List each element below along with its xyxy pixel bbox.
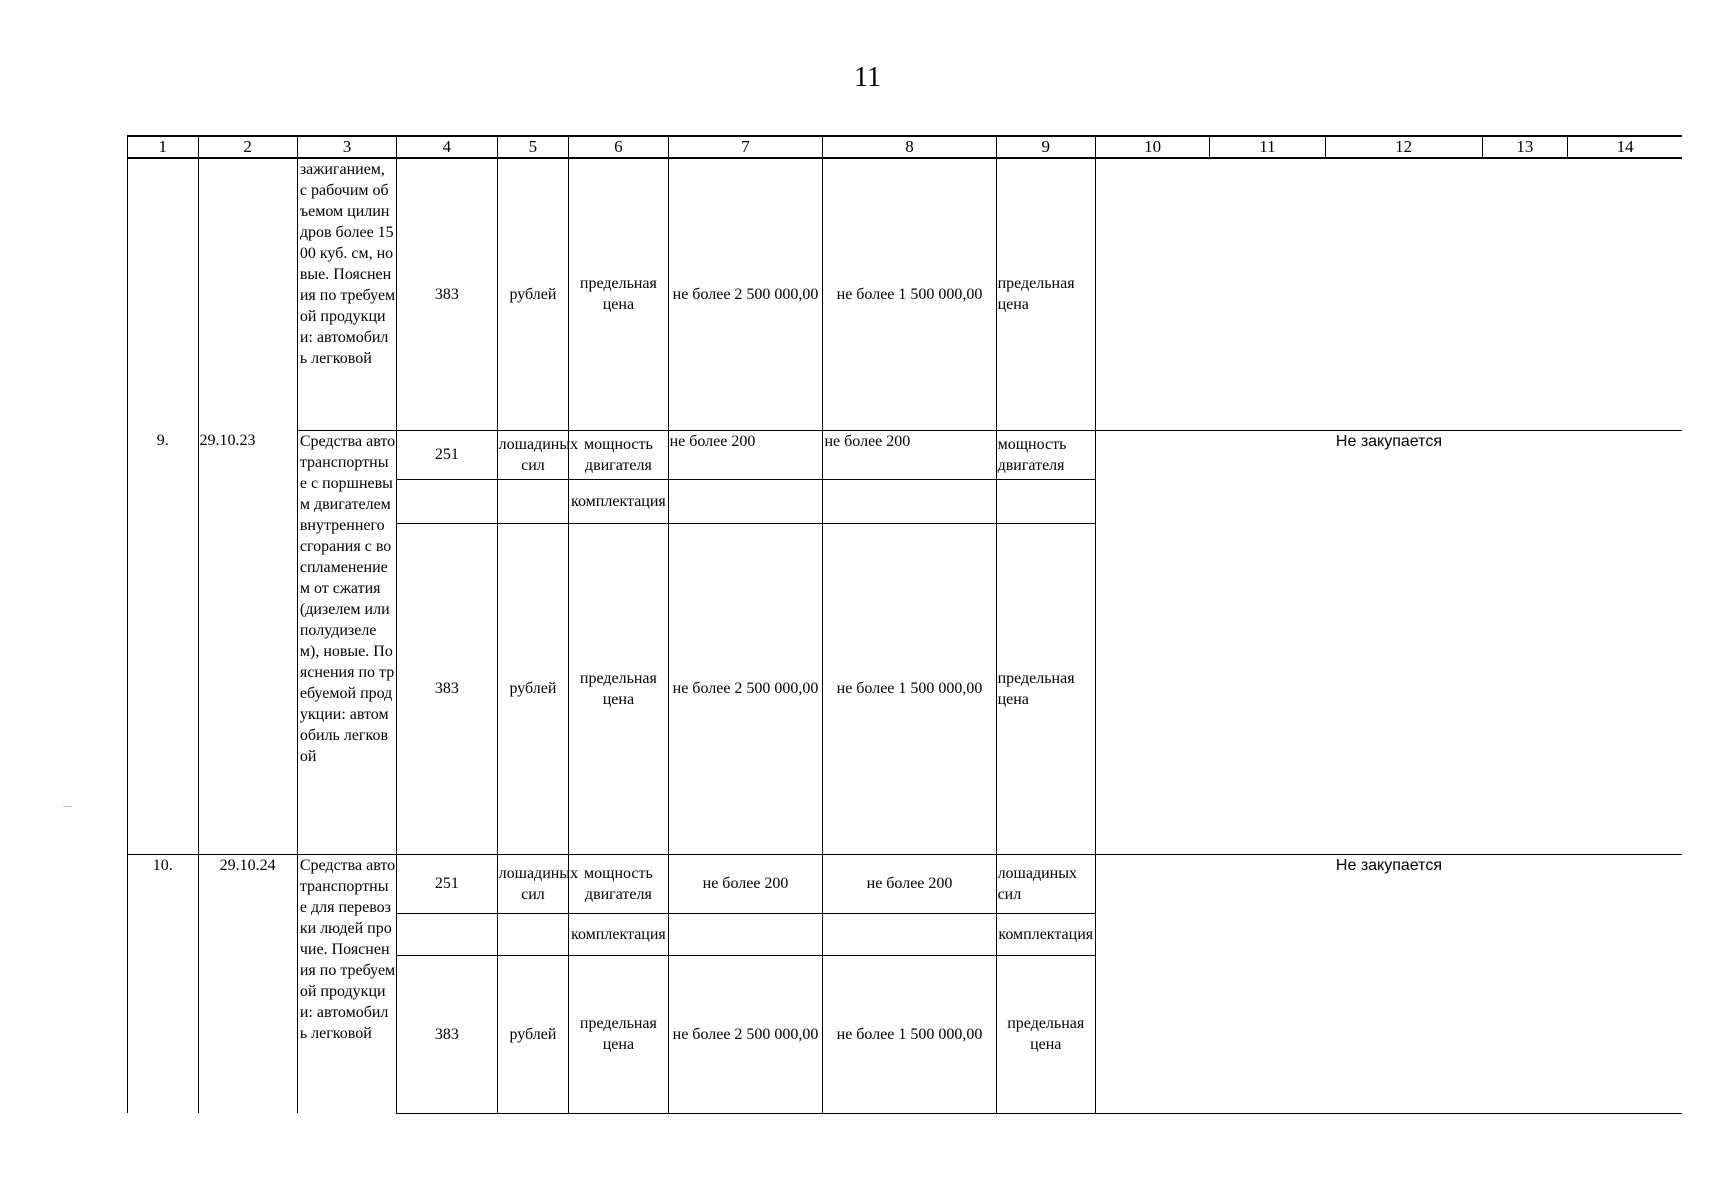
- row10-num: 10.: [128, 854, 199, 1113]
- row10-power-char-9: лошадиных сил: [996, 854, 1095, 913]
- header-col-1: 1: [128, 136, 199, 158]
- row10-power-value-b: не более 200: [823, 854, 996, 913]
- header-col-9: 9: [996, 136, 1095, 158]
- header-col-5: 5: [497, 136, 569, 158]
- row10-equipment-char-9: комплектация: [996, 913, 1095, 955]
- row10-price-unit: рублей: [497, 955, 569, 1113]
- row8-value-b: не более 1 500 000,00: [823, 158, 996, 430]
- row9-equipment-unit: [497, 479, 569, 523]
- row10-power-unit: лошадиных сил: [497, 854, 569, 913]
- procurement-table: [127, 135, 1682, 1114]
- table-row: [128, 854, 1683, 913]
- row10-equipment-value-a: [668, 913, 823, 955]
- row9-price-unit: рублей: [497, 523, 569, 854]
- row9-power-characteristic: мощность двигателя: [569, 430, 668, 479]
- table-row: [128, 430, 1683, 479]
- row9-power-unit: лошадиных сил: [497, 430, 569, 479]
- row8-unit: рублей: [497, 158, 569, 430]
- row8-char-9: предельная цена: [996, 158, 1095, 430]
- row10-price-char-9: предельная цена: [996, 955, 1095, 1113]
- row10-price-value-b: не более 1 500 000,00: [823, 955, 996, 1113]
- procurement-table-sheet: [127, 135, 1682, 1114]
- header-col-2: 2: [198, 136, 297, 158]
- row10-equipment-characteristic: комплектация: [569, 913, 668, 955]
- header-col-11: 11: [1210, 136, 1325, 158]
- row8-code: 383: [397, 158, 497, 430]
- header-col-8: 8: [823, 136, 996, 158]
- row10-power-value-a: не более 200: [668, 854, 823, 913]
- row8-num-cell: [128, 158, 199, 430]
- row9-power-code: 251: [397, 430, 497, 479]
- header-col-3: 3: [297, 136, 396, 158]
- margin-mark: [63, 806, 71, 807]
- header-col-4: 4: [397, 136, 497, 158]
- row10-equipment-unit: [497, 913, 569, 955]
- row9-num: 9.: [128, 430, 199, 854]
- header-col-14: 14: [1568, 136, 1682, 158]
- row9-price-char-9: предельная цена: [996, 523, 1095, 854]
- table-row: [128, 158, 1683, 430]
- header-col-13: 13: [1482, 136, 1567, 158]
- row8-characteristic: предельная цена: [569, 158, 668, 430]
- row10-power-characteristic: мощность двигателя: [569, 854, 668, 913]
- row8-note-cell: [1095, 158, 1682, 430]
- row9-description: Средства автотранспортные с поршневым двигателем внутреннего сгорания с воспламенением от сжатия (дизелем или полудизелем), новые. Пояснения по требуемой продукции: автомобиль легковой: [297, 430, 396, 854]
- header-col-12: 12: [1325, 136, 1482, 158]
- row9-price-value-a: не более 2 500 000,00: [668, 523, 823, 854]
- row9-equipment-char-9: [996, 479, 1095, 523]
- row9-price-value-b: не более 1 500 000,00: [823, 523, 996, 854]
- header-row: [128, 136, 1683, 158]
- row10-equipment-value-b: [823, 913, 996, 955]
- row10-price-characteristic: предельная цена: [569, 955, 668, 1113]
- row9-power-value-a: не более 200: [668, 430, 823, 479]
- row9-equipment-code: [397, 479, 497, 523]
- row10-price-code: 383: [397, 955, 497, 1113]
- row10-description: Средства автотранспортные для перевозки людей прочие. Пояснения по требуемой продукции: автомобиль легковой: [297, 854, 396, 1113]
- row10-power-code: 251: [397, 854, 497, 913]
- row9-equipment-characteristic: комплектация: [569, 479, 668, 523]
- row8-value-a: не более 2 500 000,00: [668, 158, 823, 430]
- row10-okpd: 29.10.24: [198, 854, 297, 1113]
- row9-note: Не закупается: [1095, 430, 1682, 854]
- row8-description: зажиганием, с рабочим объемом цилиндров более 1500 куб. см, новые. Пояснения по требуемой продукции: автомобиль легковой: [297, 158, 396, 430]
- row9-power-char-9: мощность двигателя: [996, 430, 1095, 479]
- header-col-6: 6: [569, 136, 668, 158]
- row9-okpd: 29.10.23: [198, 430, 297, 854]
- page-number: 11: [854, 62, 881, 93]
- row8-okpd-cell: [198, 158, 297, 430]
- row9-equipment-value-b: [823, 479, 996, 523]
- header-col-10: 10: [1095, 136, 1209, 158]
- header-col-7: 7: [668, 136, 823, 158]
- row10-note: Не закупается: [1095, 854, 1682, 1113]
- row10-price-value-a: не более 2 500 000,00: [668, 955, 823, 1113]
- row9-price-code: 383: [397, 523, 497, 854]
- row9-power-value-b: не более 200: [823, 430, 996, 479]
- row10-equipment-code: [397, 913, 497, 955]
- row9-price-characteristic: предельная цена: [569, 523, 668, 854]
- row9-equipment-value-a: [668, 479, 823, 523]
